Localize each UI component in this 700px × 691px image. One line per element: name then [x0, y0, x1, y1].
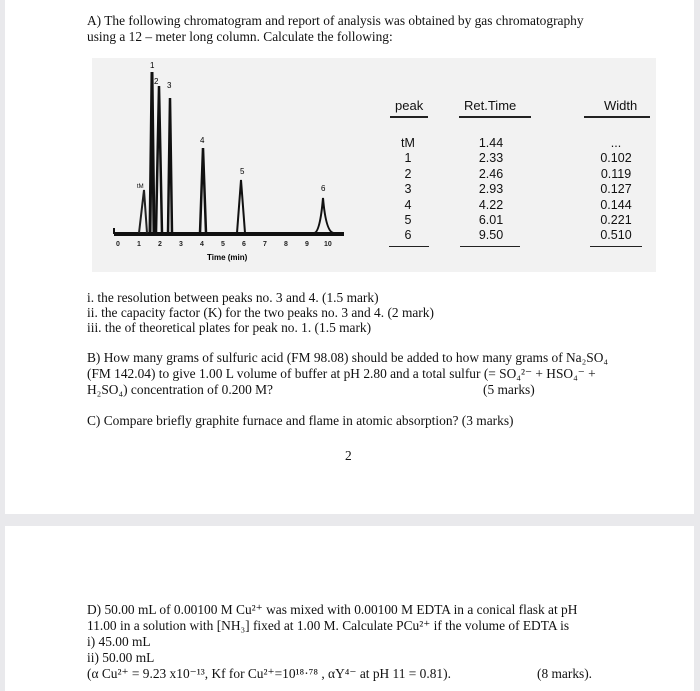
table-cell: 0.510: [600, 228, 632, 243]
x-tick: 3: [179, 241, 183, 248]
x-tick: 10: [324, 241, 332, 248]
table-cell: 5: [404, 212, 412, 227]
table-cell: 9.50: [478, 228, 504, 243]
table-header-width: Width: [604, 98, 638, 113]
table-header-rule: [584, 116, 650, 118]
page-number: 2: [345, 448, 352, 463]
table-cell: 0.127: [600, 182, 632, 197]
section-d-line5: (α Cu²⁺ = 9.23 x10⁻¹³, Kf for Cu²⁺=10¹⁸·⁷⁸ , αY⁴⁻ at pH 11 = 0.81).: [87, 666, 451, 681]
table-cell: tM: [401, 136, 415, 150]
table-cell: 1.44: [478, 136, 504, 150]
peak-label-1: 1: [150, 61, 155, 70]
table-cell: 0.144: [600, 197, 632, 212]
table-col-width: [592, 136, 640, 244]
question-iii: iii. the of theoretical plates for peak no. 1. (1.5 mark): [87, 320, 372, 335]
table-footer-rule: [590, 246, 642, 247]
section-d-marks: (8 marks).: [537, 666, 593, 681]
chromatogram-figure: [92, 58, 656, 272]
table-cell: ...: [610, 136, 622, 150]
table-col-ret-time: [462, 136, 520, 244]
x-tick: 8: [284, 241, 288, 248]
section-b-line2: (FM 142.04) to give 1.00 L volume of buffer at pH 2.80 and a total sulfur (= SO₄²⁻ + HSO₄⁻ +: [87, 366, 596, 381]
table-cell: 6.01: [478, 212, 504, 227]
peak-tm-trace: [139, 190, 147, 233]
table-cell: 1: [404, 151, 412, 166]
section-a-line1: A) The following chromatogram and report of analysis was obtained by gas chromatography: [87, 13, 584, 28]
table-col-peak: [392, 136, 424, 244]
table-cell: 0.119: [600, 166, 632, 181]
section-b-line3: H₂SO₄) concentration of 0.200 M?: [87, 382, 273, 397]
x-tick: 9: [305, 241, 309, 248]
table-cell: 2.93: [478, 182, 504, 197]
table-cell: 0.221: [600, 212, 632, 227]
table-footer-rule: [389, 246, 429, 247]
table-cell: 3: [404, 182, 412, 197]
table-cell: 4.22: [478, 197, 504, 212]
peak-5-trace: [237, 180, 245, 233]
peak-label-4: 4: [200, 136, 205, 145]
peak-3-trace: [168, 98, 172, 233]
peak-label-6: 6: [321, 184, 326, 193]
table-cell: 0.102: [600, 151, 632, 166]
x-tick: 5: [221, 241, 225, 248]
x-tick: 4: [200, 241, 204, 248]
section-d-item1: i) 45.00 mL: [87, 634, 151, 649]
peak-1-trace: [150, 72, 154, 233]
table-cell: 2.46: [478, 166, 504, 181]
peak-6-trace: [314, 198, 334, 233]
section-c-text: C) Compare briefly graphite furnace and flame in atomic absorption? (3 marks): [87, 413, 514, 428]
x-tick: 2: [158, 241, 162, 248]
peak-2-trace: [156, 86, 162, 233]
section-d-line2: 11.00 in a solution with [NH₃] fixed at 1.00 M. Calculate PCu²⁺ if the volume of EDTA is: [87, 618, 570, 633]
question-i: i. the resolution between peaks no. 3 and 4. (1.5 mark): [87, 290, 379, 305]
table-cell: 2.33: [478, 151, 504, 166]
table-header-ret-time: Ret.Time: [464, 98, 517, 113]
table-header-peak: peak: [395, 98, 424, 113]
peak-4-trace: [200, 148, 206, 233]
peak-label-tm: tM: [137, 184, 144, 190]
chromatogram-plot: [92, 58, 392, 272]
table-header-rule: [459, 116, 531, 118]
peak-label-2: 2: [154, 77, 159, 86]
page-2: [5, 526, 694, 691]
section-d-line1: D) 50.00 mL of 0.00100 M Cu²⁺ was mixed with 0.00100 M EDTA in a conical flask at pH: [87, 602, 578, 617]
table-header-rule: [390, 116, 428, 118]
peak-label-5: 5: [240, 167, 245, 176]
table-cell: 4: [404, 197, 412, 212]
page-1: [5, 0, 694, 514]
x-tick: 7: [263, 241, 267, 248]
question-ii: ii. the capacity factor (K) for the two peaks no. 3 and 4. (2 mark): [87, 305, 434, 320]
x-tick: 0: [116, 241, 120, 248]
section-a-line2: using a 12 – meter long column. Calculate the following:: [87, 29, 393, 44]
peak-label-3: 3: [167, 81, 172, 90]
x-tick: 1: [137, 241, 141, 248]
x-tick: 6: [242, 241, 246, 248]
table-cell: 2: [404, 166, 412, 181]
section-b-marks: (5 marks): [483, 382, 535, 397]
section-d-item2: ii) 50.00 mL: [87, 650, 155, 665]
table-footer-rule: [460, 246, 520, 247]
section-b-line1: B) How many grams of sulfuric acid (FM 98.08) should be added to how many grams of Na₂SO₄: [87, 350, 609, 365]
x-axis-label: Time (min): [207, 253, 248, 262]
table-cell: 6: [404, 228, 412, 243]
